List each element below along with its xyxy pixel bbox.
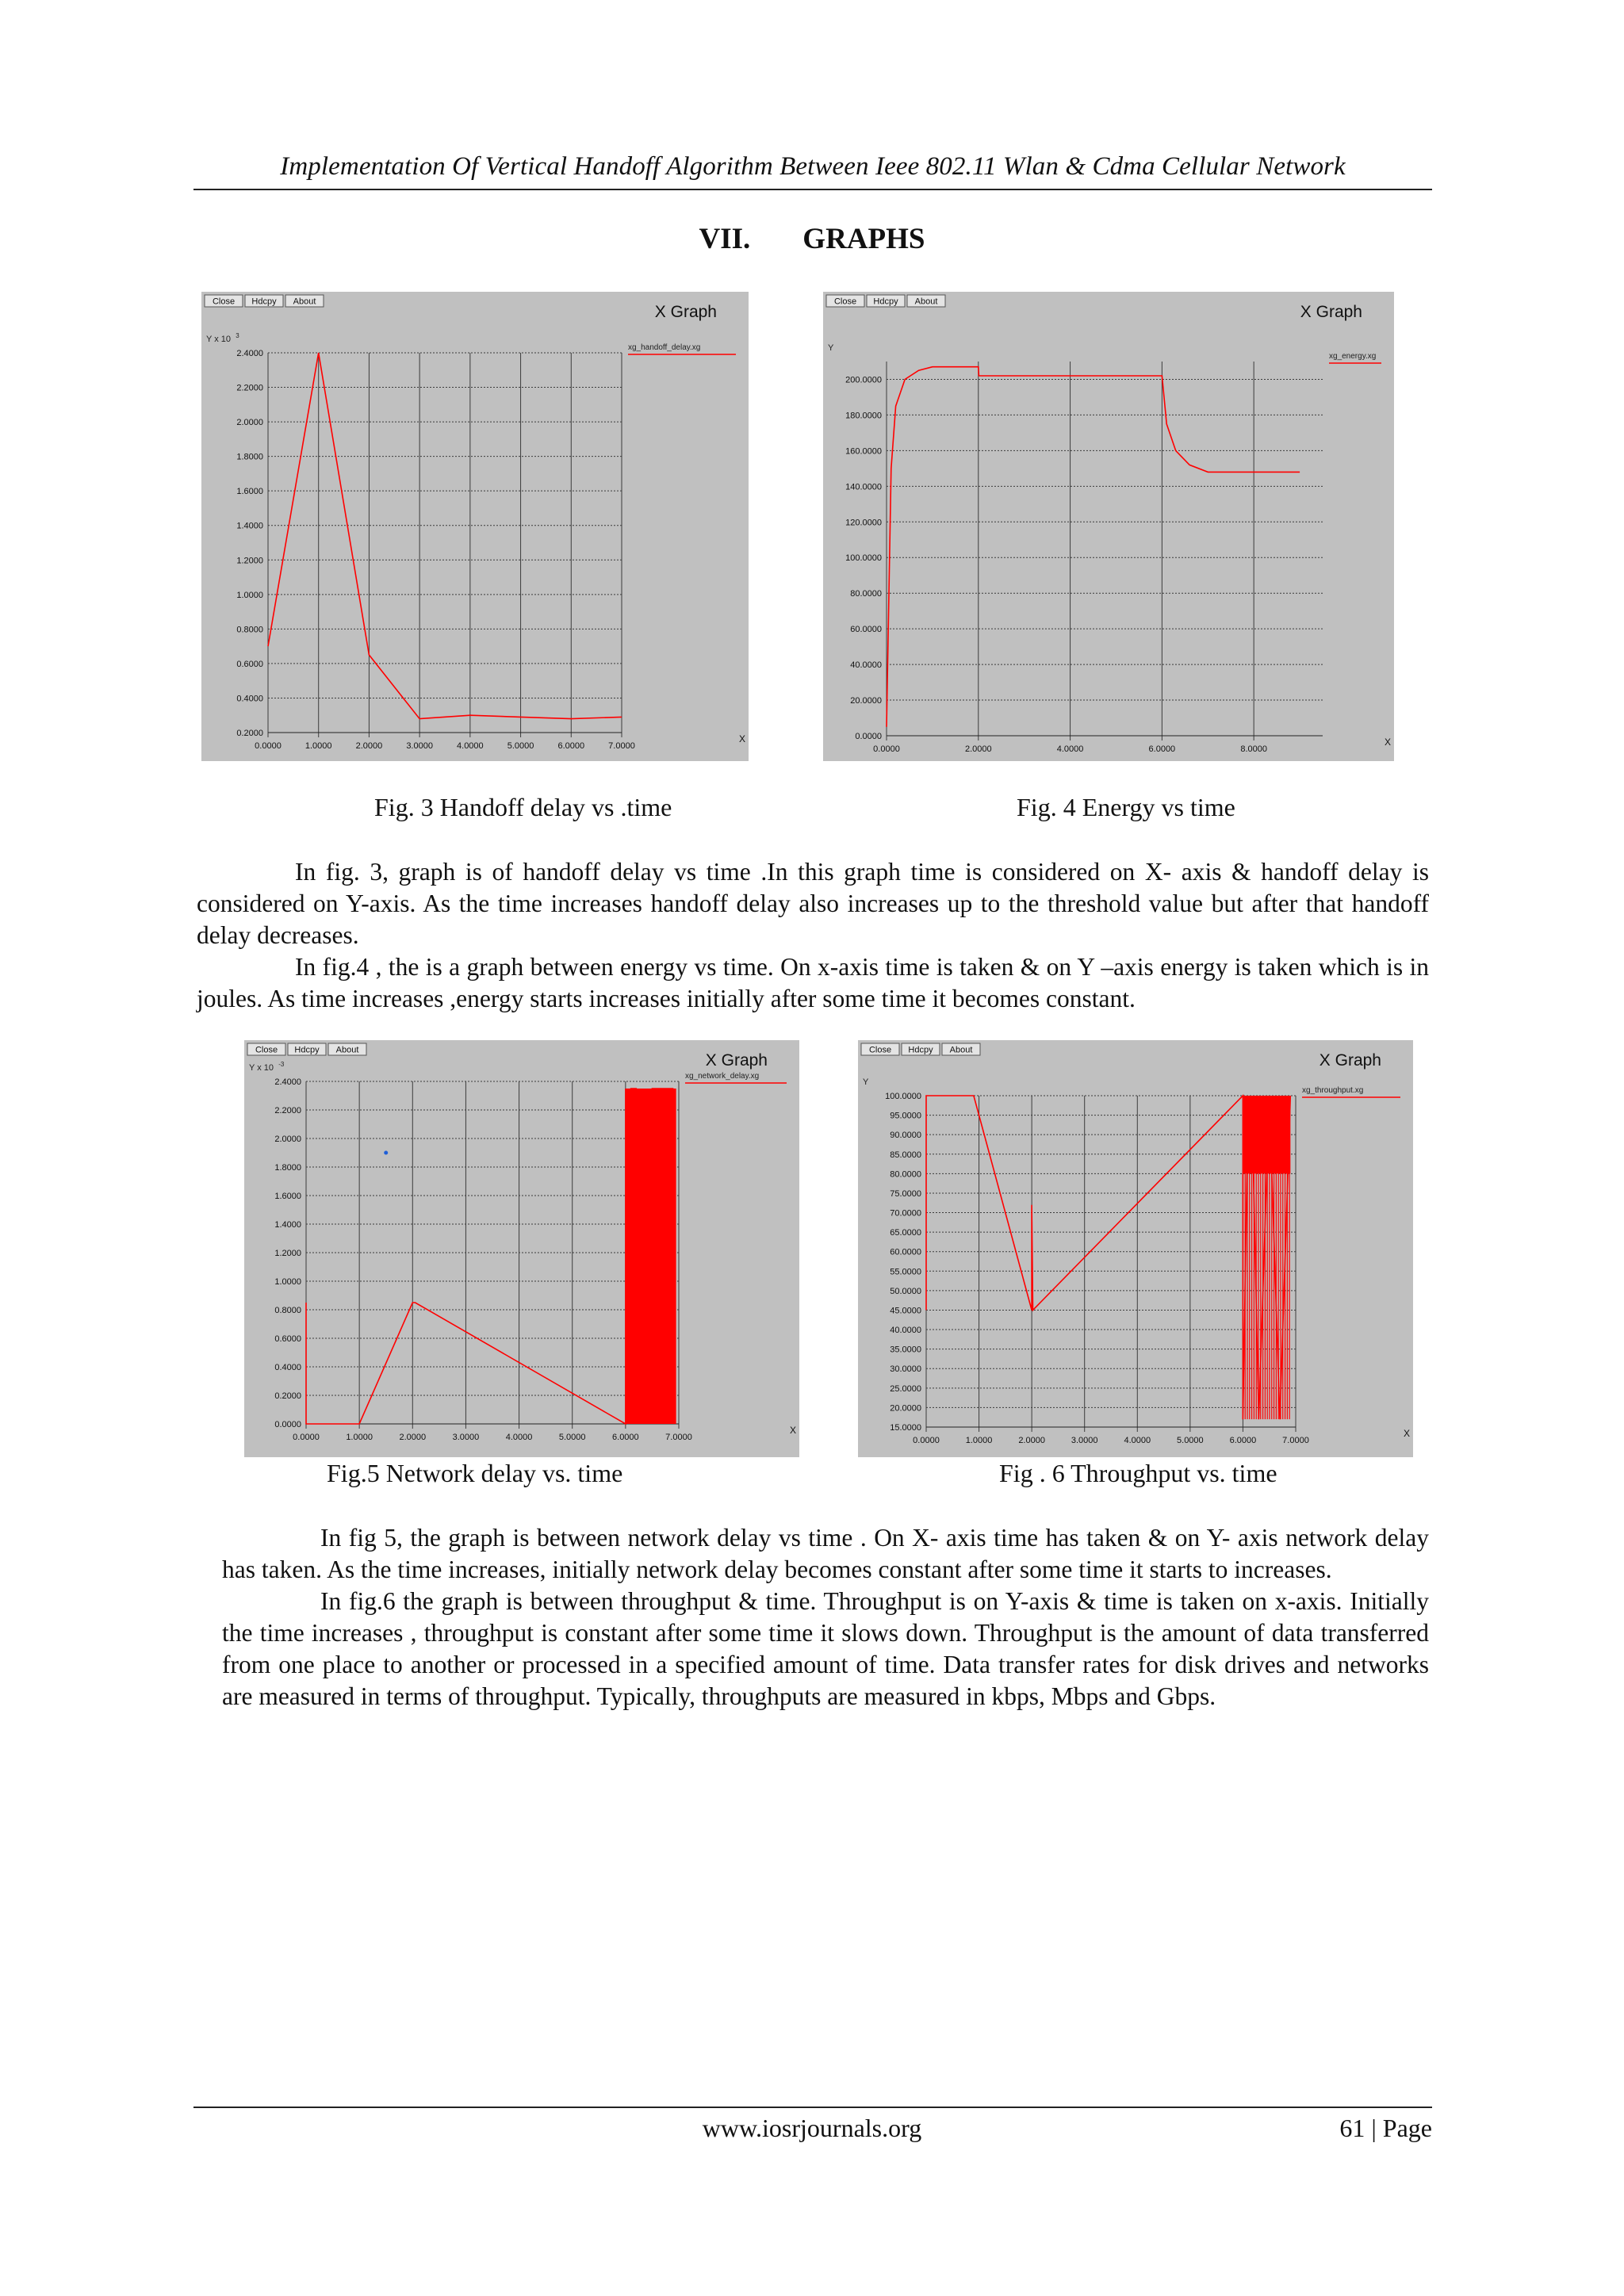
y-tick-label: 1.4000 [274,1220,301,1230]
xgraph-window-fig5 [244,1040,799,1457]
y-tick-label: 0.0000 [274,1420,301,1429]
caption-fig5: Fig.5 Network delay vs. time [327,1459,623,1487]
y-tick-label: 1.8000 [274,1163,301,1173]
y-tick-label: 15.0000 [890,1423,921,1433]
figure-6 [858,1040,1413,1457]
section-title [0,222,1624,256]
button-label: Close [833,297,857,307]
x-tick-label: 7.0000 [665,1433,692,1442]
legend-label: xg_throughput.xg [1302,1086,1364,1095]
button-label: Hdcpy [908,1045,933,1055]
y-unit-label: Y [828,343,834,353]
button-label: Hdcpy [873,297,898,307]
x-tick-label: 4.0000 [1056,744,1084,754]
y-tick-label: 85.0000 [890,1150,921,1160]
y-tick-label: 30.0000 [890,1364,921,1375]
x-tick-label: 7.0000 [1282,1436,1309,1445]
y-tick-label: 0.8000 [236,625,263,635]
y-unit-label: Y x 10 [206,335,231,344]
y-tick-label: 1.0000 [274,1277,301,1287]
y-tick-label: 120.0000 [845,518,882,528]
figure-5 [244,1040,799,1457]
button-label: About [335,1045,359,1055]
window-title: X Graph [705,1051,768,1070]
figure-4 [823,292,1394,761]
y-tick-label: 2.2000 [236,383,263,393]
x-tick-label: 0.0000 [873,744,900,754]
x-tick-label: 4.0000 [457,741,484,751]
section-heading: GRAPHS [802,223,925,255]
y-tick-label: 95.0000 [890,1111,921,1121]
x-tick-label: 2.0000 [355,741,383,751]
x-tick-label: 0.0000 [913,1436,940,1445]
xgraph-window-fig4 [823,292,1394,761]
y-tick-label: 140.0000 [845,482,882,492]
x-tick-label: 3.0000 [452,1433,480,1442]
y-tick-label: 0.2000 [274,1391,301,1401]
y-tick-label: 100.0000 [885,1092,921,1101]
button-label: Close [255,1045,278,1055]
xgraph-button-hdcpy[interactable] [902,1043,940,1055]
xgraph-button-about[interactable] [942,1043,980,1055]
xgraph-button-hdcpy[interactable] [245,295,283,307]
y-tick-label: 1.8000 [236,452,263,462]
paragraphs-fig5-fig6 [222,1522,1429,1712]
y-tick-label: 180.0000 [845,411,882,421]
x-tick-label: 3.0000 [406,741,433,751]
graph-panel [858,1040,1413,1457]
x-tick-label: 6.0000 [557,741,585,751]
button-label: Hdcpy [294,1045,320,1055]
y-tick-label: 40.0000 [850,660,882,671]
y-tick-label: 60.0000 [890,1247,921,1257]
y-tick-label: 100.0000 [845,553,882,564]
y-tick-label: 35.0000 [890,1345,921,1355]
x-tick-label: 2.0000 [964,744,992,754]
x-tick-label: 2.0000 [1018,1436,1045,1445]
x-axis-marker: X [1385,737,1392,748]
y-tick-label: 40.0000 [890,1326,921,1336]
y-unit-exponent: -3 [278,1061,285,1068]
x-tick-label: 0.0000 [293,1433,320,1442]
y-tick-label: 55.0000 [890,1267,921,1277]
y-unit-label: Y [863,1077,869,1087]
x-tick-label: 1.0000 [304,741,332,751]
button-label: About [914,297,938,307]
y-tick-label: 20.0000 [890,1403,921,1414]
xgraph-button-about[interactable] [285,295,324,307]
y-unit-label: Y x 10 [249,1063,274,1073]
y-tick-label: 1.0000 [236,590,263,600]
page-number: 61 | Page [1339,2114,1432,2142]
y-tick-label: 70.0000 [890,1208,921,1219]
legend-label: xg_energy.xg [1329,352,1377,361]
y-tick-label: 45.0000 [890,1306,921,1316]
y-tick-label: 160.0000 [845,446,882,457]
y-tick-label: 1.6000 [236,487,263,497]
y-tick-label: 65.0000 [890,1228,921,1238]
y-tick-label: 2.0000 [274,1135,301,1144]
y-tick-label: 0.6000 [274,1334,301,1344]
y-tick-label: 2.4000 [274,1077,301,1087]
x-axis-marker: X [790,1425,797,1436]
paragraphs-fig3-fig4 [197,856,1429,1015]
x-tick-label: 4.0000 [1124,1436,1151,1445]
y-unit-exponent: 3 [236,332,239,339]
button-label: About [949,1045,973,1055]
footer-rule [193,2107,1432,2108]
x-tick-label: 5.0000 [558,1433,586,1442]
figure-3 [201,292,749,761]
x-tick-label: 1.0000 [965,1436,993,1445]
xgraph-button-about[interactable] [328,1043,366,1055]
x-tick-label: 6.0000 [1148,744,1176,754]
y-tick-label: 80.0000 [890,1169,921,1180]
x-tick-label: 7.0000 [608,741,635,751]
y-tick-label: 1.2000 [236,556,263,566]
y-tick-label: 0.0000 [855,732,882,741]
x-tick-label: 0.0000 [255,741,282,751]
window-title: X Graph [1300,303,1362,321]
window-title: X Graph [1319,1051,1381,1070]
y-tick-label: 2.0000 [236,418,263,428]
y-tick-label: 0.6000 [236,659,263,669]
xgraph-button-hdcpy[interactable] [867,295,905,307]
y-tick-label: 80.0000 [850,589,882,599]
data-point [384,1151,388,1155]
y-tick-label: 20.0000 [850,696,882,706]
x-tick-label: 4.0000 [505,1433,533,1442]
paragraph-fig5: In fig 5, the graph is between network delay vs time . On X- axis time has taken & on Y- axis network delay has taken. As the time increases, initially network delay becomes constant after some time it starts to increases. [222,1524,1429,1583]
footer-url: www.iosrjournals.org [702,2114,922,2142]
graph-panel [201,292,749,761]
y-tick-label: 1.2000 [274,1249,301,1258]
paragraph-fig6: In fig.6 the graph is between throughput & time. Throughput is on Y-axis & time is taken on x-axis. Initially the time increases , throughput is constant after some time it slows down. Throughput is the amount of data transferred from one place to another or processed in a specified amount of time. Data transfer rates for disk drives and networks are measured in terms of throughput. Typically, throughputs are measured in kbps, Mbps and Gbps. [222,1587,1429,1710]
x-tick-label: 8.0000 [1240,744,1267,754]
y-tick-label: 0.8000 [274,1306,301,1315]
xgraph-button-hdcpy[interactable] [288,1043,326,1055]
x-tick-label: 1.0000 [346,1433,373,1442]
paragraph-fig3: In fig. 3, graph is of handoff delay vs time .In this graph time is considered on X- axis & handoff delay is considered on Y-axis. As the time increases handoff delay also increases up to the threshold value but after that handoff delay decreases. [197,858,1429,949]
x-tick-label: 6.0000 [612,1433,639,1442]
window-title: X Graph [654,303,717,321]
legend-label: xg_network_delay.xg [685,1072,760,1081]
caption-fig3: Fig. 3 Handoff delay vs .time [374,793,672,821]
paragraph-fig4: In fig.4 , the is a graph between energy vs time. On x-axis time is taken & on Y –axis energy is taken which is in joules. As time increases ,energy starts increases initially after some time it becomes constant. [197,953,1429,1012]
y-tick-label: 90.0000 [890,1131,921,1141]
y-tick-label: 2.4000 [236,349,263,358]
button-label: Close [212,297,236,307]
header-rule [193,189,1432,190]
y-tick-label: 2.2000 [274,1106,301,1115]
y-tick-label: 1.4000 [236,521,263,531]
y-tick-label: 75.0000 [890,1188,921,1199]
x-axis-marker: X [739,733,746,744]
x-tick-label: 2.0000 [399,1433,427,1442]
section-number: VII. [699,223,751,255]
y-tick-label: 0.4000 [236,694,263,704]
oscillation-block [626,1089,676,1424]
button-label: Hdcpy [251,297,277,307]
xgraph-button-close[interactable] [861,1043,899,1055]
legend-label: xg_handoff_delay.xg [628,343,701,352]
x-axis-marker: X [1404,1428,1411,1439]
xgraph-window-fig6 [858,1040,1413,1457]
y-tick-label: 25.0000 [890,1383,921,1394]
x-tick-label: 5.0000 [507,741,534,751]
y-tick-label: 200.0000 [845,375,882,385]
xgraph-window-fig3 [201,292,749,761]
xgraph-button-close[interactable] [826,295,864,307]
y-tick-label: 60.0000 [850,625,882,635]
caption-fig6: Fig . 6 Throughput vs. time [999,1459,1277,1487]
y-tick-label: 0.2000 [236,729,263,738]
x-tick-label: 6.0000 [1229,1436,1257,1445]
running-head: Implementation Of Vertical Handoff Algorithm Between Ieee 802.11 Wlan & Cdma Cellular Network [280,152,1346,181]
graph-panel [244,1040,799,1457]
x-tick-label: 5.0000 [1177,1436,1204,1445]
y-tick-label: 1.6000 [274,1192,301,1201]
xgraph-button-close[interactable] [247,1043,285,1055]
xgraph-button-close[interactable] [205,295,243,307]
x-tick-label: 3.0000 [1071,1436,1098,1445]
y-tick-label: 50.0000 [890,1286,921,1296]
graph-panel [823,292,1394,761]
caption-fig4: Fig. 4 Energy vs time [1017,793,1235,821]
xgraph-button-about[interactable] [907,295,945,307]
button-label: About [293,297,316,307]
y-tick-label: 0.4000 [274,1363,301,1372]
button-label: Close [868,1045,892,1055]
